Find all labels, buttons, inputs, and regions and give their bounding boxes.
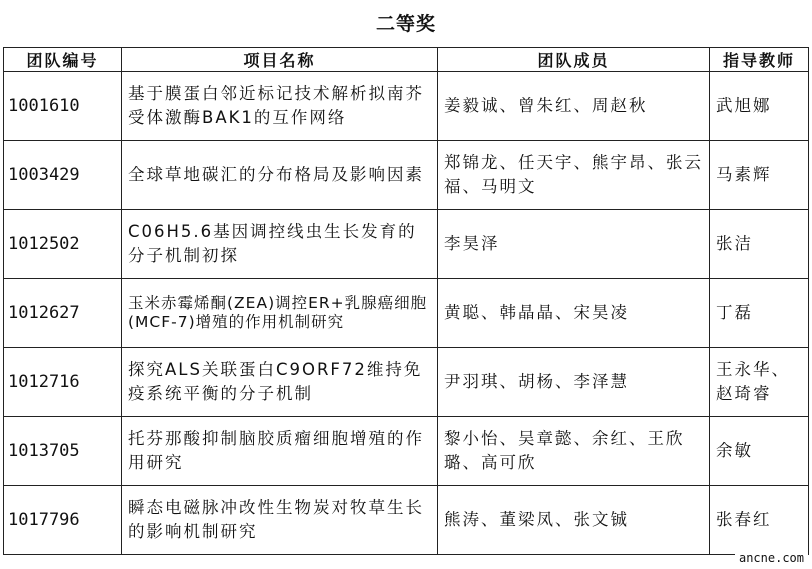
members-cell: 熊涛、董梁凤、张文铖 (438, 486, 710, 555)
table-row (4, 72, 809, 141)
header-project: 项目名称 (122, 48, 438, 72)
advisor-cell: 张洁 (710, 210, 809, 279)
advisor-cell: 王永华、赵琦睿 (710, 348, 809, 417)
team-id-cell: 1013705 (4, 417, 122, 486)
team-id-cell: 1001610 (4, 72, 122, 141)
project-cell: 玉米赤霉烯酮(ZEA)调控ER+乳腺癌细胞(MCF-7)增殖的作用机制研究 (122, 279, 438, 348)
members-cell: 黎小怡、吴章懿、余红、王欣璐、高可欣 (438, 417, 710, 486)
project-cell: 托芬那酸抑制脑胶质瘤细胞增殖的作用研究 (122, 417, 438, 486)
header-members: 团队成员 (438, 48, 710, 72)
project-cell: 瞬态电磁脉冲改性生物炭对牧草生长的影响机制研究 (122, 486, 438, 555)
members-cell: 姜毅诚、曾朱红、周赵秋 (438, 72, 710, 141)
team-id-cell: 1003429 (4, 141, 122, 210)
table-row (4, 210, 809, 279)
advisor-cell: 马素辉 (710, 141, 809, 210)
members-cell: 黄聪、韩晶晶、宋昊凌 (438, 279, 710, 348)
members-cell: 尹羽琪、胡杨、李泽慧 (438, 348, 710, 417)
members-cell: 郑锦龙、任天宇、熊宇昂、张云福、马明文 (438, 141, 710, 210)
table-row (4, 141, 809, 210)
team-id-cell: 1012627 (4, 279, 122, 348)
project-cell: 全球草地碳汇的分布格局及影响因素 (122, 141, 438, 210)
table-row (4, 348, 809, 417)
advisor-cell: 丁磊 (710, 279, 809, 348)
table-row (4, 279, 809, 348)
team-id-cell: 1012502 (4, 210, 122, 279)
project-cell: C06H5.6基因调控线虫生长发育的分子机制初探 (122, 210, 438, 279)
table-header-row (4, 48, 809, 72)
table-row (4, 486, 809, 555)
advisor-cell: 张春红 (710, 486, 809, 555)
members-cell: 李昊泽 (438, 210, 710, 279)
team-id-cell: 1012716 (4, 348, 122, 417)
project-cell: 探究ALS关联蛋白C9ORF72维持免疫系统平衡的分子机制 (122, 348, 438, 417)
header-team-id: 团队编号 (4, 48, 122, 72)
watermark: ancne.com (735, 550, 808, 566)
project-cell: 基于膜蛋白邻近标记技术解析拟南芥受体激酶BAK1的互作网络 (122, 72, 438, 141)
header-advisor: 指导教师 (710, 48, 809, 72)
table-row (4, 417, 809, 486)
page-title: 二等奖 (375, 13, 436, 35)
advisor-cell: 武旭娜 (710, 72, 809, 141)
awards-table (3, 47, 809, 555)
team-id-cell: 1017796 (4, 486, 122, 555)
advisor-cell: 余敏 (710, 417, 809, 486)
